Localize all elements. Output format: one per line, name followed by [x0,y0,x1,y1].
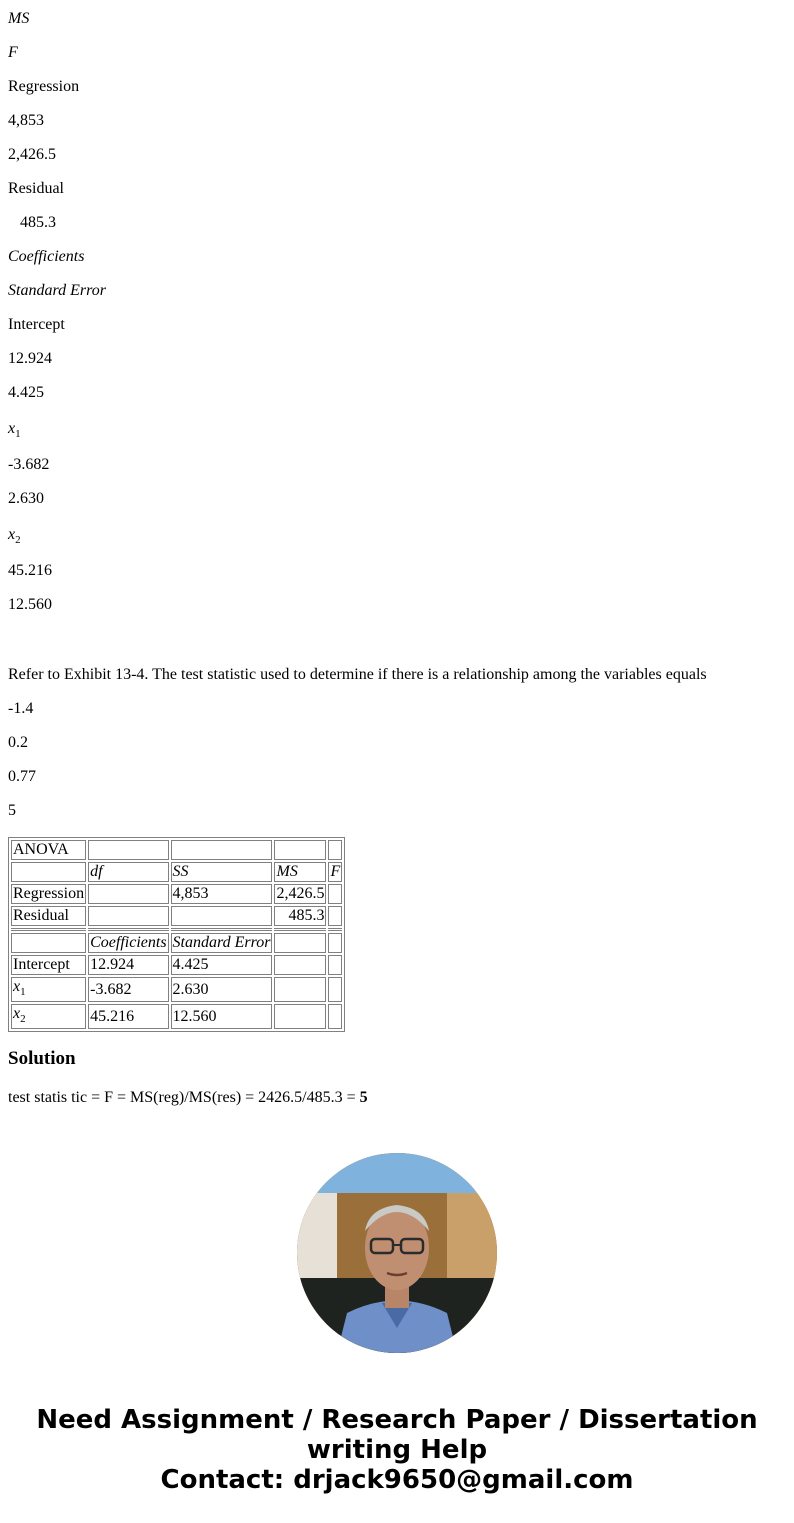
intercept-coefficient: 12.924 [8,350,52,367]
table-cell [171,906,273,926]
table-cell [11,933,86,953]
table-cell [11,862,86,882]
table-cell [328,977,342,1002]
x2-coefficient: 45.216 [8,562,52,579]
ms-label: MS [8,10,30,27]
regression-ss: 4,853 [8,112,44,129]
table-separator [11,928,342,931]
table-cell: Standard Error [172,934,271,951]
table-cell: 2.630 [171,977,273,1002]
x2-var: x [8,526,16,543]
x1-var: x [8,420,16,437]
table-cell [328,955,342,975]
table-row [11,906,342,926]
residual-ms: 485.3 [20,214,56,231]
coefficients-label: Coefficients [8,248,85,265]
table-cell [274,977,326,1002]
option-c: 0.77 [8,768,36,785]
table-cell: 4.425 [171,955,273,975]
promo-line: writing Help [306,1435,488,1465]
option-b: 0.2 [8,734,28,751]
avatar-portrait-image [297,1153,497,1353]
table-cell [171,840,273,860]
table-cell: -3.682 [88,977,168,1002]
table-row [11,862,342,882]
table-cell [88,884,168,904]
x1-sub: 1 [20,986,26,999]
separator-cell [11,928,86,931]
table-cell: Coefficients [90,934,167,951]
x2-var: x [13,1005,21,1023]
table-cell [274,933,326,953]
x1-coefficient: -3.682 [8,456,50,473]
table-cell [274,955,326,975]
separator-cell [88,928,168,931]
separator-cell [171,928,273,931]
table-row [11,840,342,860]
table-cell [328,906,342,926]
table-cell [11,1004,86,1029]
table-cell [88,840,168,860]
table-cell: F [330,863,341,880]
table-cell: 4,853 [171,884,273,904]
x1-label [8,420,21,443]
table-cell: df [88,862,168,882]
table-row [11,977,342,1002]
question-text: Refer to Exhibit 13-4. The test statistic used to determine if there is a relationship among the variables equals [8,666,707,683]
table-cell: ANOVA [11,840,86,860]
intercept-standard-error: 4.425 [8,384,44,401]
solution-heading: Solution [8,1048,76,1069]
residual-label: Residual [8,180,64,197]
table-cell [328,840,342,860]
table-row [11,1004,342,1029]
anova-table [8,837,345,1032]
table-row [11,884,342,904]
table-cell: Regression [13,885,85,902]
table-cell: Residual [11,906,86,926]
solution-text [8,1089,368,1107]
separator-cell [328,928,342,931]
x2-sub: 2 [20,1013,26,1026]
table-cell: Intercept [11,955,86,975]
solution-answer: 5 [359,1089,368,1106]
table-cell [11,977,86,1002]
table-cell: MS [274,862,326,882]
promo-text [0,1405,794,1495]
x1-var: x [13,978,21,995]
x1-sub: 1 [15,428,21,441]
table-cell [328,933,342,953]
f-label: F [8,44,18,61]
solution-formula: test statis tic = F = MS(reg)/MS(res) = 2426.5/485.3 = [8,1089,360,1106]
standard-error-label: Standard Error [8,282,106,299]
table-cell: 485.3 [274,906,326,926]
table-cell: 2,426.5 [276,885,325,902]
option-d: 5 [8,802,16,819]
table-cell [88,906,168,926]
regression-label: Regression [8,78,80,95]
table-cell [274,840,326,860]
table-cell [274,1004,326,1029]
table-row [11,933,342,953]
separator-cell [274,928,326,931]
regression-ms: 2,426.5 [8,146,56,163]
option-a: -1.4 [8,700,34,717]
promo-line: Need Assignment / Research Paper / Dissertation [36,1405,758,1435]
table-row [11,955,342,975]
table-cell [328,1004,342,1029]
table-cell: 12.924 [88,955,168,975]
table-cell [328,884,342,904]
x2-standard-error: 12.560 [8,596,52,613]
table-cell: 45.216 [88,1004,168,1029]
table-cell: SS [171,862,273,882]
table-cell: 12.560 [171,1004,273,1029]
x2-label [8,526,21,549]
intercept-label: Intercept [8,316,65,333]
avatar [297,1153,497,1353]
promo-contact: Contact: drjack9650@gmail.com [160,1465,634,1495]
x2-sub: 2 [15,534,21,547]
x1-standard-error: 2.630 [8,490,44,507]
